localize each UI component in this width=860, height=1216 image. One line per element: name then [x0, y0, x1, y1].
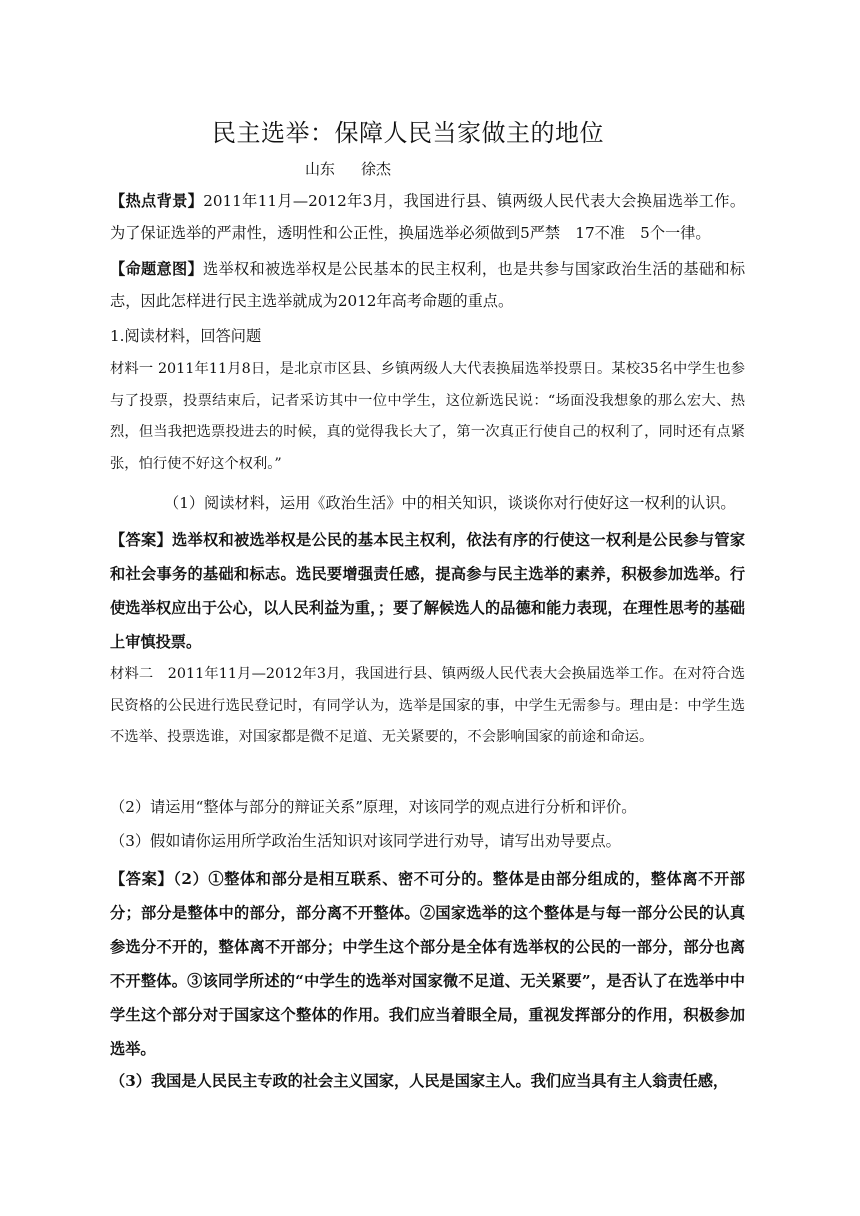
answer-one: [110, 523, 745, 659]
author-province: 山东: [305, 160, 336, 178]
sub-question-1-text: （1）阅读材料，运用《政治生活》中的相关知识，谈谈你对行使好这一权利的认识。: [164, 494, 736, 512]
hot-background-tag: 【热点背景】: [110, 192, 204, 210]
material-two: 材料二 2011年11月—2012年3月，我国进行县、镇两级人民代表大会换届选举工作。在对符合选民资格的公民进行选民登记时，有同学认为，选举是国家的事，中学生无需参与。理由是：中学生选不选举、投票选谁，对国家都是微不足道、无关紧要的，不会影响国家的前途和命运。: [110, 666, 745, 745]
hot-background-text: 2011年11月—2012年3月，我国进行县、镇两级人民代表大会换届选举工作。为了保证选举的严肃性，透明性和公正性，换届选举必须做到5严禁 17不准 5个一律。: [110, 192, 746, 242]
sub-question-3: （3）假如请你运用所学政治生活知识对该同学进行劝导，请写出劝导要点。: [110, 832, 621, 850]
sub-question-2: （2）请运用“整体与部分的辩证关系”原理，对该同学的观点进行分析和评价。: [110, 798, 637, 816]
question-heading: 1.阅读材料，回答问题: [110, 327, 262, 345]
page-title: 民主选举：保障人民当家做主的地位: [212, 119, 604, 147]
answer-two: [110, 862, 745, 1066]
author-line: [305, 158, 391, 179]
hot-background-paragraph: [110, 186, 745, 249]
answer-one-text: 选举权和被选举权是公民的基本民主权利，依法有序的行使这一权利是公民参与管家和社会事务的基础和标志。选民要增强责任感，提高参与民主选举的素养，积极参加选举。行使选举权应出于公心，以人民利益为重，；要了解候选人的品德和能力表现，在理性思考的基础上审慎投票。: [110, 531, 746, 651]
answer-two-tag: 【答案】: [110, 870, 174, 888]
sub-question-1: [110, 488, 745, 520]
intent-tag: 【命题意图】: [110, 260, 203, 278]
material-one: 材料一 2011年11月8日，是北京市区县、乡镇两级人大代表换届选举投票日。某校35名中学生也参与了投票，投票结束后，记者采访其中一位中学生，这位新选民说：“场面没我想象的那么宏大、热烈，但当我把选票投进去的时候，真的觉得我长大了，第一次真正行使自己的权利了，同时还有点紧张，怕行使不好这个权利。”: [110, 361, 745, 472]
intent-paragraph: [110, 254, 745, 317]
intent-text: 选举权和被选举权是公民基本的民主权利，也是共参与国家政治生活的基础和标志，因此怎样进行民主选举就成为2012年高考命题的重点。: [110, 260, 746, 310]
author-name: 徐杰: [361, 160, 392, 178]
answer-three-start: （3）我国是人民民主专政的社会主义国家，人民是国家主人。我们应当具有主人翁责任感，: [110, 1072, 729, 1090]
answer-two-text: （2）①整体和部分是相互联系、密不可分的。整体是由部分组成的，整体离不开部分；部分是整体中的部分，部分离不开整体。②国家选举的这个整体是与每一部分公民的认真参选分不开的，整体离不开部分；中学生这个部分是全体有选举权的公民的一部分，部分也离不开整体。③该同学所述的“中学生的选举对国家微不足道、无关紧要”，是否认了在选举中中学生这个部分对于国家这个整体的作用。我们应当着眼全局，重视发挥部分的作用，积极参加选举。: [110, 870, 745, 1058]
answer-one-tag: 【答案】: [110, 531, 172, 549]
